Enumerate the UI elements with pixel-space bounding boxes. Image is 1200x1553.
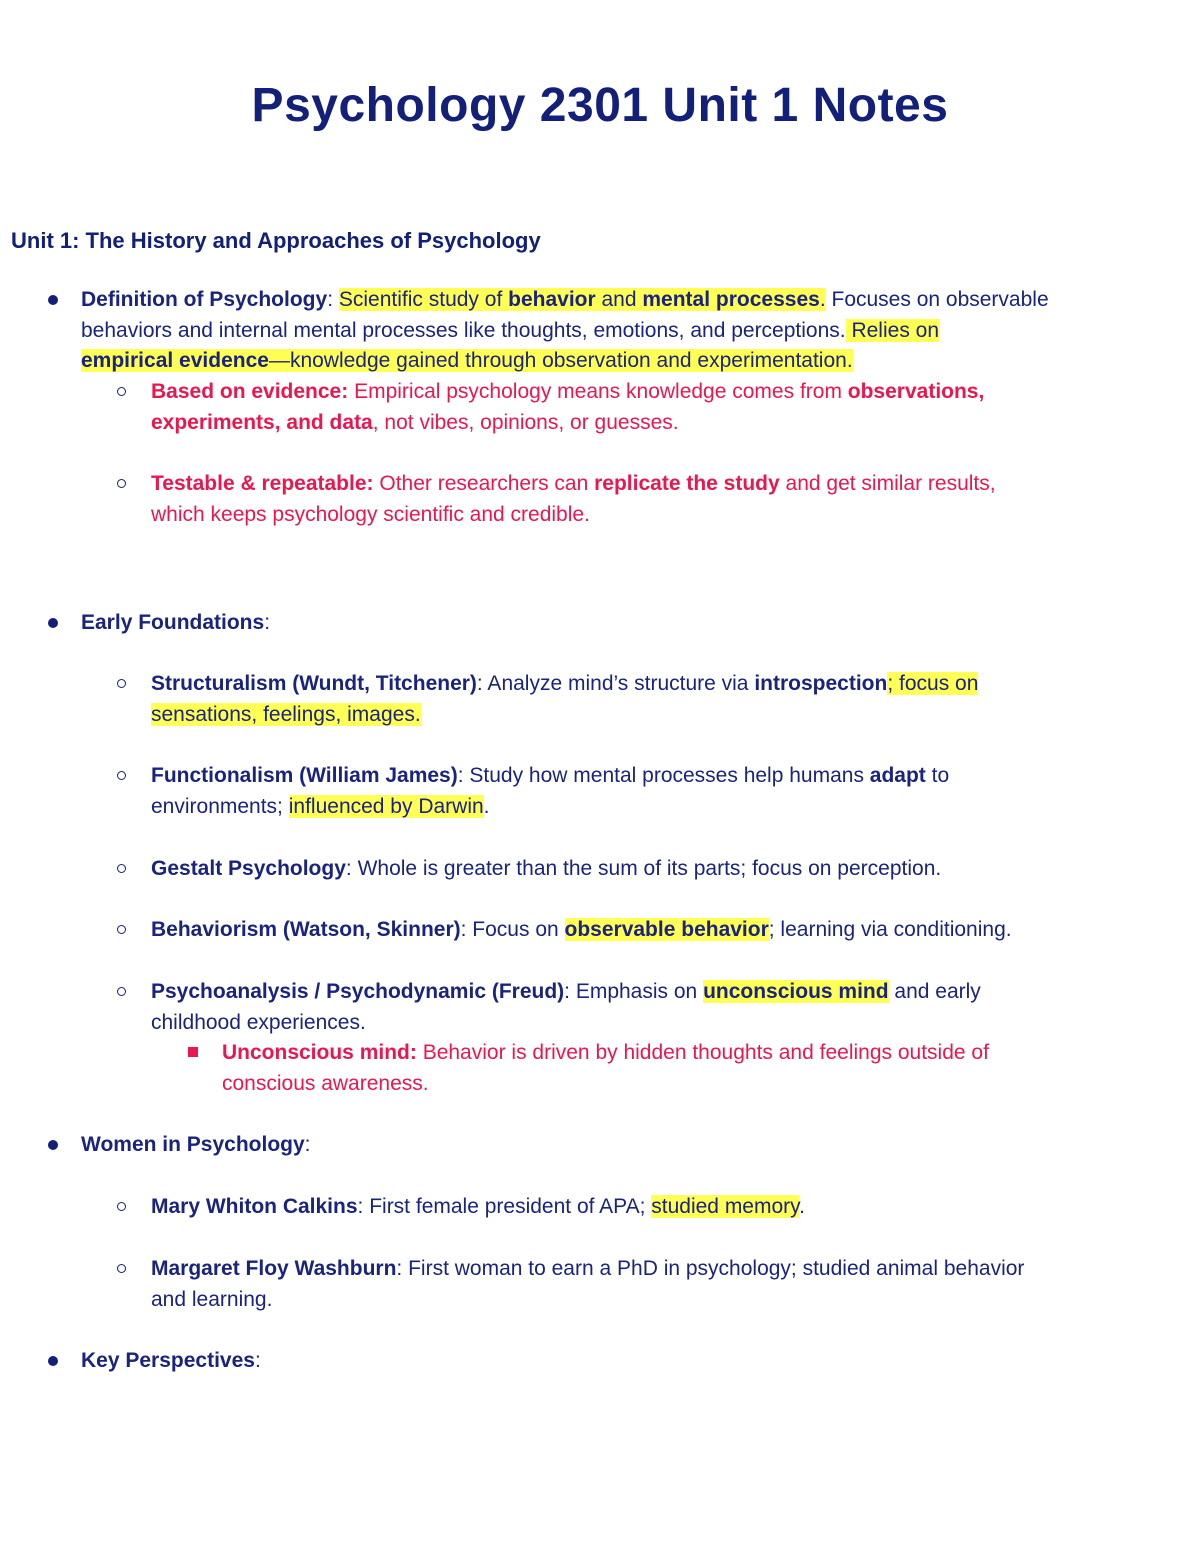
item-washburn: Margaret Floy Washburn: First woman to earn a PhD in psychology; studied animal behavior [151, 1257, 1025, 1280]
highlight: sensations, feelings, images. [151, 703, 421, 726]
bullet-circle-icon [117, 987, 126, 996]
item-psychoanalysis-line-2: childhood experiences. [151, 1011, 366, 1034]
key-perspectives-heading: Key Perspectives: [81, 1349, 261, 1372]
item-psychoanalysis: Psychoanalysis / Psychodynamic (Freud): Emphasis on unconscious mind and early [151, 980, 981, 1003]
highlight: ; focus on [887, 672, 979, 695]
bullet-disc-icon [48, 618, 58, 628]
bullet-circle-icon [117, 479, 126, 488]
bullet-circle-icon [117, 771, 126, 780]
bullet-circle-icon [117, 679, 126, 688]
highlight: studied memory [651, 1195, 800, 1218]
highlight: Scientific study of behavior and mental processes. [338, 288, 826, 311]
item-functionalism-line-2: environments; influenced by Darwin. [151, 795, 490, 818]
page-title: Psychology 2301 Unit 1 Notes [251, 79, 949, 132]
sub-unconscious-mind: Unconscious mind: Behavior is driven by hidden thoughts and feelings outside of [222, 1041, 989, 1064]
item-gestalt: Gestalt Psychology: Whole is greater than the sum of its parts; focus on perception. [151, 857, 942, 880]
definition-line-1: Definition of Psychology: Scientific study of behavior and mental processes. Focuses on observable [81, 288, 1049, 311]
bullet-circle-icon [117, 1202, 126, 1211]
sub-unconscious-mind-line-2: conscious awareness. [222, 1072, 429, 1095]
item-structuralism-line-2 [151, 699, 421, 730]
highlight: influenced by Darwin [288, 795, 484, 818]
bullet-circle-icon [117, 1264, 126, 1273]
item-behaviorism: Behaviorism (Watson, Skinner): Focus on observable behavior; learning via conditioning. [151, 918, 1012, 941]
bullet-disc-icon [48, 1140, 58, 1150]
definition-line-2: behaviors and internal mental processes like thoughts, emotions, and perceptions. Relies on [81, 319, 940, 342]
unit-heading: Unit 1: The History and Approaches of Psychology [11, 228, 541, 253]
highlight: unconscious mind [703, 980, 889, 1003]
bullet-disc-icon [48, 1356, 58, 1366]
bullet-circle-icon [117, 387, 126, 396]
bullet-disc-icon [48, 295, 58, 305]
highlight: empirical evidence—knowledge gained through observation and experimentation. [81, 349, 853, 372]
early-foundations-heading: Early Foundations: [81, 611, 271, 634]
definition-term: Definition of Psychology [81, 288, 328, 311]
definition-line-3 [81, 345, 853, 376]
item-calkins: Mary Whiton Calkins: First female president of APA; studied memory. [151, 1195, 805, 1218]
women-heading: Women in Psychology: [81, 1133, 311, 1156]
item-washburn-line-2: and learning. [151, 1288, 273, 1311]
bullet-circle-icon [117, 864, 126, 873]
sub-based-on-evidence: Based on evidence: Empirical psychology means knowledge comes from observations, [151, 380, 985, 403]
bullet-square-icon [188, 1047, 198, 1057]
item-functionalism: Functionalism (William James): Study how mental processes help humans adapt to [151, 764, 950, 787]
sub-testable-repeatable: Testable & repeatable: Other researchers can replicate the study and get similar results, [151, 472, 996, 495]
sub-testable-repeatable-line-2: which keeps psychology scientific and credible. [151, 503, 590, 526]
sub-based-on-evidence-line-2: experiments, and data, not vibes, opinions, or guesses. [151, 411, 679, 434]
item-structuralism: Structuralism (Wundt, Titchener): Analyze mind’s structure via introspection; focus on [151, 672, 979, 695]
bullet-circle-icon [117, 925, 126, 934]
highlight: observable behavior [564, 918, 769, 941]
highlight: Relies on [845, 319, 940, 342]
